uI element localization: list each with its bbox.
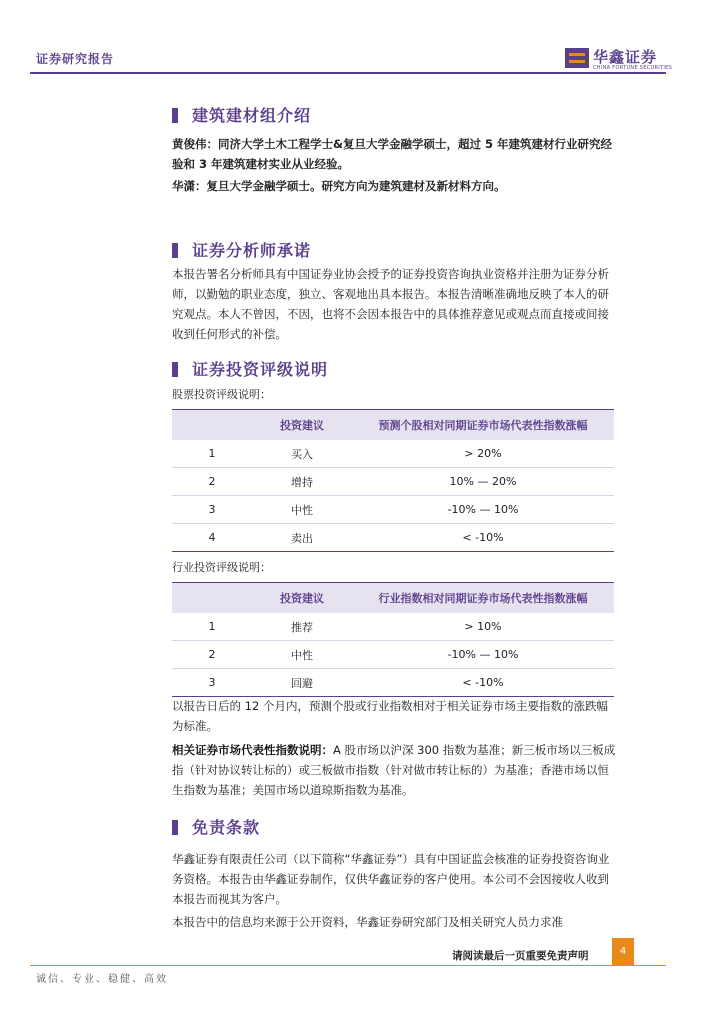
table-header-cell: 行业指数相对同期证券市场代表性指数涨幅: [352, 583, 614, 614]
table-cell: 4: [172, 524, 252, 552]
table-cell: -10% — 10%: [352, 641, 614, 669]
industry-rating-label: 行业投资评级说明：: [172, 561, 271, 574]
table-header-cell: 预测个股相对同期证券市场代表性指数涨幅: [352, 410, 614, 441]
rating-note: 以报告日后的 12 个月内，预测个股或行业指数相对于相关证券市场主要指数的涨跌幅为标准。: [172, 699, 608, 733]
commitment-section-heading: 证券分析师承诺: [172, 238, 311, 261]
table-cell: 2: [172, 641, 252, 669]
table-header-cell: [172, 410, 252, 441]
disclaimer-section-heading: 免责条款: [172, 815, 260, 838]
footer-divider: [30, 965, 666, 966]
table-cell: 卖出: [252, 524, 352, 552]
table-cell: 回避: [252, 669, 352, 697]
table-row: [172, 641, 614, 669]
section-bar-icon: [172, 108, 178, 123]
logo-subtitle: CHINA FORTUNE SECURITIES: [593, 65, 673, 71]
table-cell: < -10%: [352, 524, 614, 552]
table-cell: 3: [172, 496, 252, 524]
table-row: [172, 524, 614, 552]
rating-section-heading: 证券投资评级说明: [172, 357, 328, 380]
table-header-row: [172, 410, 614, 441]
company-motto: 诚信、专业、稳健、高效: [36, 974, 168, 985]
table-cell: 增持: [252, 468, 352, 496]
section-bar-icon: [172, 362, 178, 377]
commitment-text: 本报告署名分析师具有中国证券业协会授予的证券投资咨询执业资格并注册为证券分析师，以勤勉的职业态度，独立、客观地出具本报告。本报告清晰准确地反映了本人的研究观点。本人不曾因，不因，也将不会因本报告中的具体推荐意见或观点而直接或间接收到任何形式的补偿。: [172, 267, 609, 341]
table-cell: 买入: [252, 440, 352, 468]
team-member-2: 华潇：复旦大学金融学硕士。研究方向为建筑建材及新材料方向。: [172, 179, 506, 193]
index-note: [172, 740, 616, 800]
table-cell: 推荐: [252, 613, 352, 641]
index-note-title: 相关证券市场代表性指数说明：: [172, 743, 333, 757]
table-row: [172, 669, 614, 697]
disclaimer-paragraph-1: 华鑫证券有限责任公司（以下简称“华鑫证券”）具有中国证监会核准的证券投资咨询业务资格。本报告由华鑫证券制作，仅供华鑫证券的客户使用。本公司不会因接收人收到本报告而视其为客户。: [172, 852, 610, 906]
section-bar-icon: [172, 820, 178, 835]
table-cell: 1: [172, 613, 252, 641]
table-header-cell: 投资建议: [252, 583, 352, 614]
company-logo: [565, 46, 673, 74]
table-cell: 中性: [252, 496, 352, 524]
table-cell: > 10%: [352, 613, 614, 641]
logo-name: 华鑫证券: [593, 48, 658, 66]
disclaimer-reminder: 请阅读最后一页重要免责声明: [452, 950, 589, 962]
table-header-cell: [172, 583, 252, 614]
industry-rating-table: [172, 582, 614, 697]
table-cell: 中性: [252, 641, 352, 669]
table-cell: 3: [172, 669, 252, 697]
disclaimer-paragraph-2: 本报告中的信息均来源于公开资料，华鑫证券研究部门及相关研究人员力求准: [172, 915, 563, 929]
table-cell: > 20%: [352, 440, 614, 468]
team-member-1: 黄俊伟：同济大学土木工程学士&复旦大学金融学硕士，超过 5 年建筑建材行业研究经验和 3 年建筑建材实业从业经验。: [172, 137, 613, 171]
table-header-row: [172, 583, 614, 614]
table-cell: 2: [172, 468, 252, 496]
table-header-cell: 投资建议: [252, 410, 352, 441]
index-note-text: A 股市场以沪深 300 指数为基准；新三板市场以三板成指（针对协议转让标的）或三板做市指数（针对做市转让标的）为基准；香港市场以恒生指数为基准；美国市场以道琼斯指数为基准。: [172, 743, 616, 797]
table-cell: 10% — 20%: [352, 468, 614, 496]
team-section-heading: 建筑建材组介绍: [172, 103, 311, 126]
stock-rating-label: 股票投资评级说明：: [172, 388, 271, 401]
section-bar-icon: [172, 243, 178, 258]
stock-rating-table: [172, 409, 614, 552]
report-type-label: 证券研究报告: [36, 52, 115, 66]
page-number: 4: [612, 938, 634, 966]
logo-mark-icon: [565, 48, 589, 68]
table-row: [172, 613, 614, 641]
table-cell: < -10%: [352, 669, 614, 697]
table-row: [172, 496, 614, 524]
table-cell: 1: [172, 440, 252, 468]
table-row: [172, 468, 614, 496]
table-row: [172, 440, 614, 468]
header-divider: [30, 72, 666, 74]
table-cell: -10% — 10%: [352, 496, 614, 524]
